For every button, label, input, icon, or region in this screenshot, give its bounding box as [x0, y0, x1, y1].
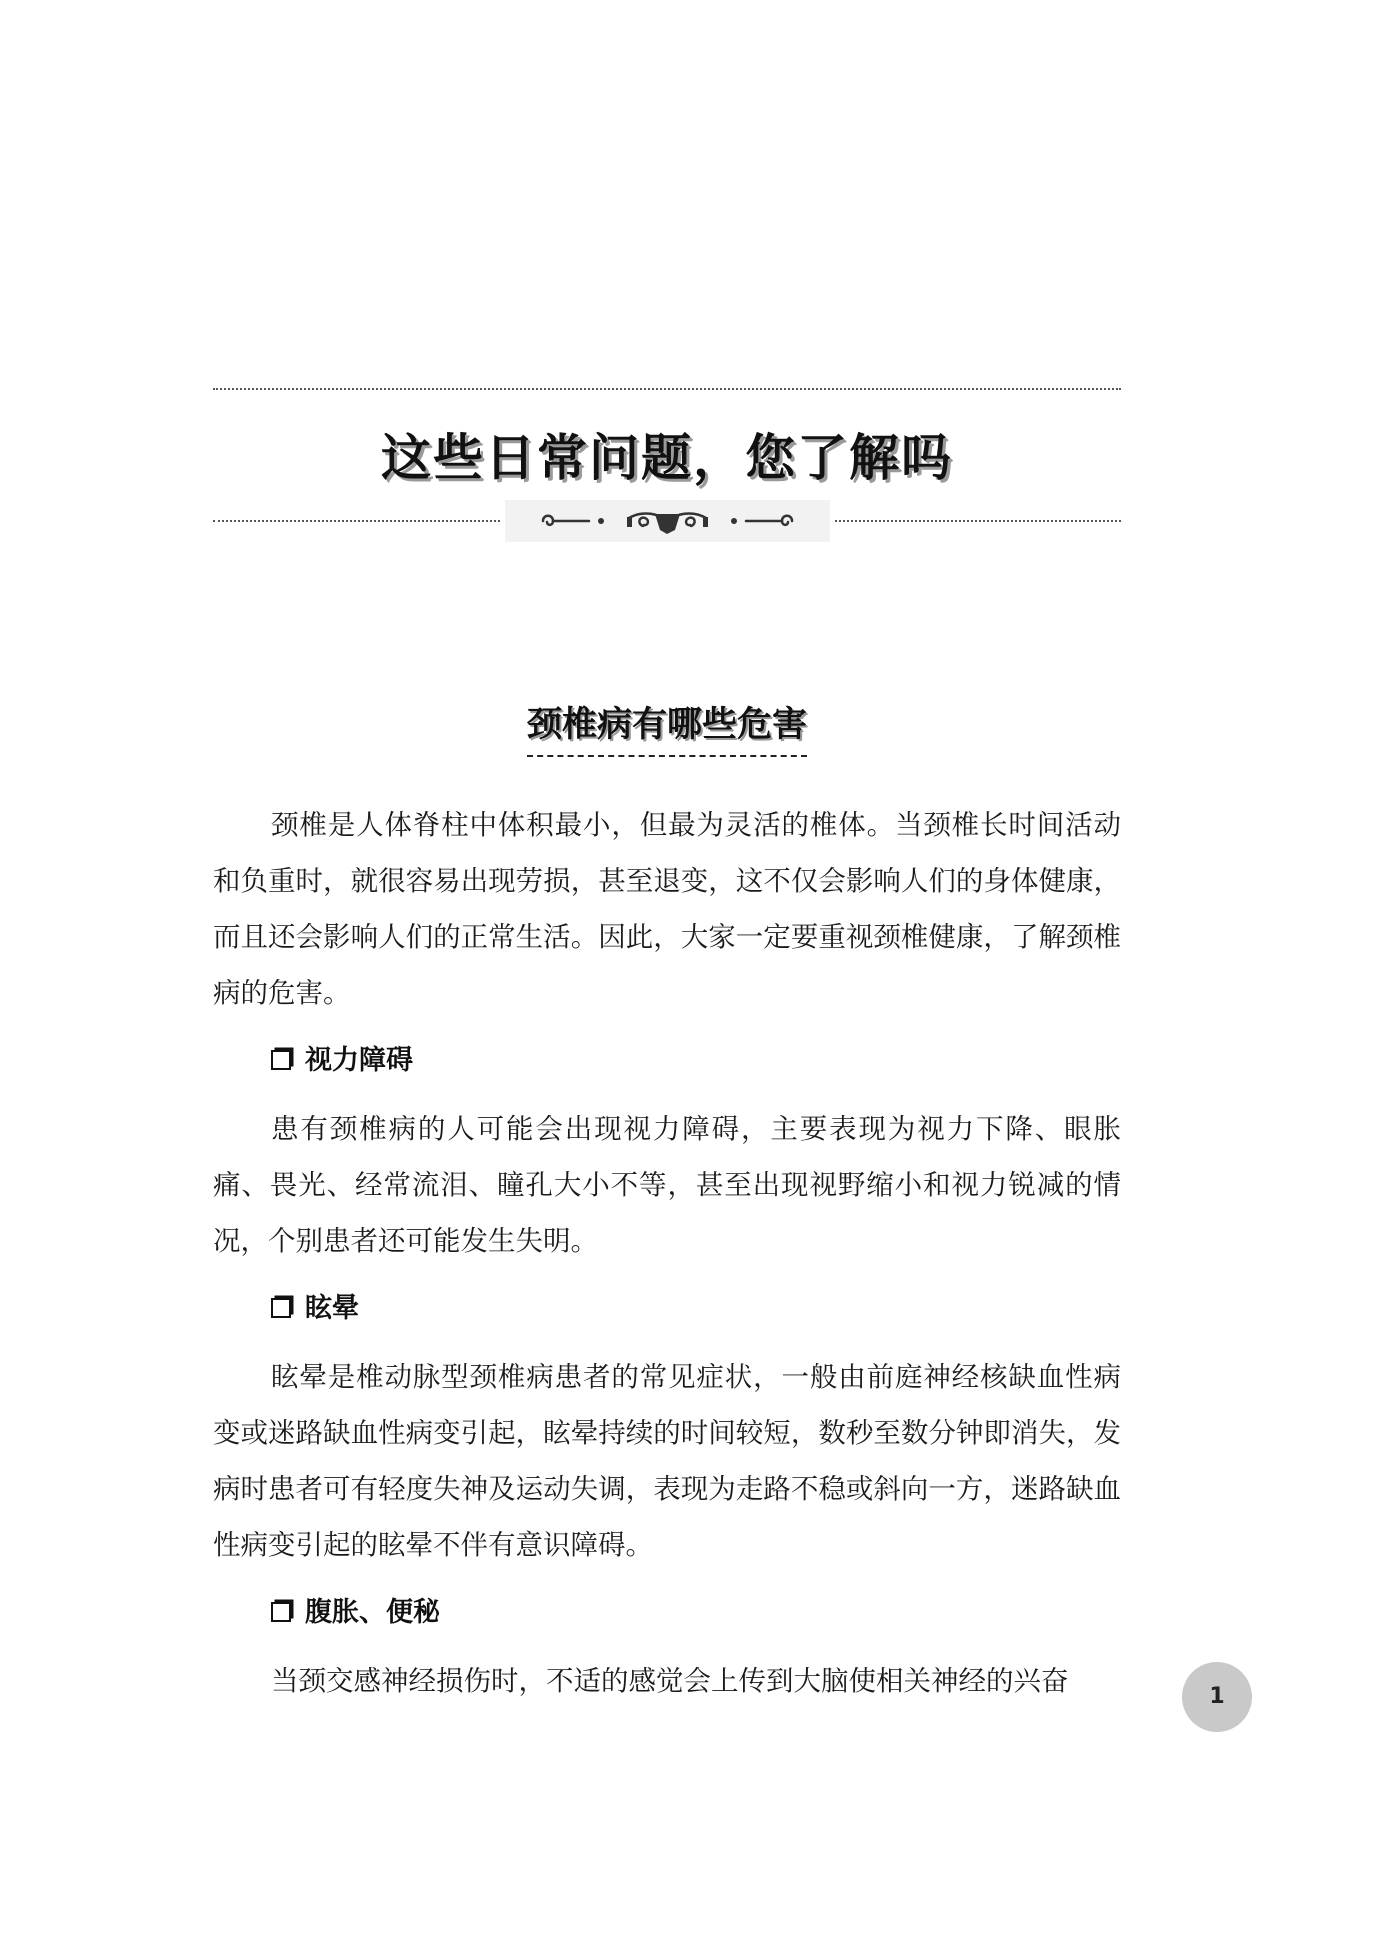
section-title-text: 颈椎病有哪些危害 — [527, 697, 807, 757]
square-bullet-icon — [271, 1050, 291, 1070]
item-paragraph-bloating: 当颈交感神经损伤时，不适的感觉会上传到大脑使相关神经的兴奋 — [271, 1665, 1069, 1697]
item-heading-vision — [213, 1033, 1121, 1089]
section-title — [213, 697, 1121, 757]
chapter-title: 这些日常问题，您了解吗 — [381, 429, 953, 487]
item-paragraph-vision: 患有颈椎病的人可能会出现视力障碍，主要表现为视力下降、眼胀痛、畏光、经常流泪、瞳孔大小不等，甚至出现视野缩小和视力锐减的情况，个别患者还可能发生失明。 — [213, 1113, 1121, 1257]
scroll-ornament-icon — [505, 500, 830, 542]
item-heading-bloating — [213, 1585, 1121, 1641]
item-heading-text: 眩晕 — [305, 1293, 359, 1324]
item-heading-dizziness — [213, 1281, 1121, 1337]
square-bullet-icon — [271, 1298, 291, 1318]
ornament-rule-right — [835, 520, 1121, 522]
ornament-rule-left — [213, 520, 500, 522]
square-bullet-icon — [271, 1602, 291, 1622]
item-paragraph-dizziness: 眩晕是椎动脉型颈椎病患者的常见症状，一般由前庭神经核缺血性病变或迷路缺血性病变引起，眩晕持续的时间较短，数秒至数分钟即消失，发病时患者可有轻度失神及运动失调，表现为走路不稳或斜向一方，迷路缺血性病变引起的眩晕不伴有意识障碍。 — [213, 1361, 1121, 1561]
page-number-badge: 1 — [1182, 1662, 1252, 1732]
item-heading-text: 腹胀、便秘 — [305, 1597, 440, 1628]
article-body — [213, 797, 1121, 1721]
item-heading-text: 视力障碍 — [305, 1045, 413, 1076]
top-rule — [213, 388, 1121, 390]
intro-paragraph: 颈椎是人体脊柱中体积最小，但最为灵活的椎体。当颈椎长时间活动和负重时，就很容易出现劳损，甚至退变，这不仅会影响人们的身体健康，而且还会影响人们的正常生活。因此，大家一定要重视颈椎健康，了解颈椎病的危害。 — [213, 809, 1121, 1009]
